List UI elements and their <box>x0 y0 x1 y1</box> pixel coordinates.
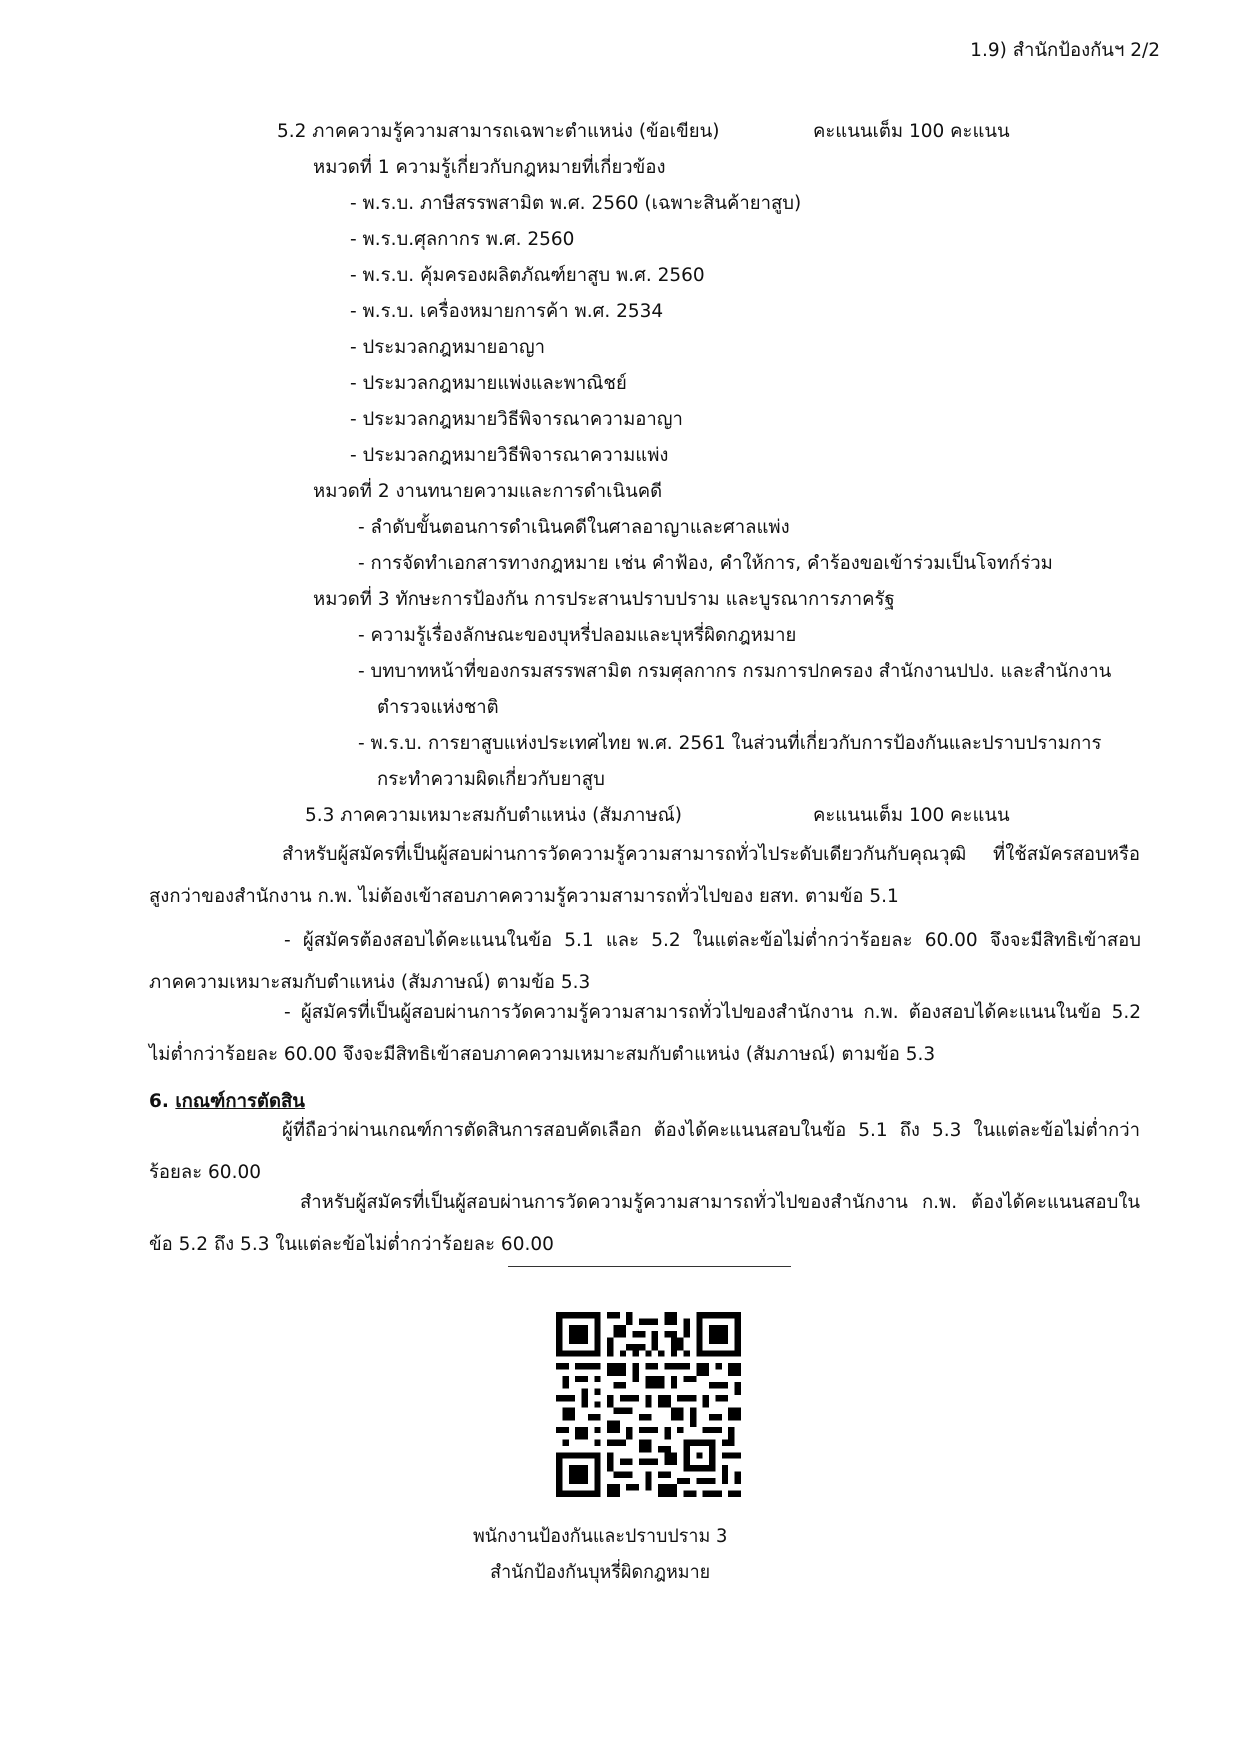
section-5-2-title: 5.2 ภาคความรู้ความสามารถเฉพาะตำแหน่ง (ข้อเขียน) <box>277 121 720 142</box>
category-2-item: - ลำดับขั้นตอนการดำเนินคดีในศาลอาญาและศาลแพ่ง <box>358 517 790 538</box>
section-5-3-title: 5.3 ภาคความเหมาะสมกับตำแหน่ง (สัมภาษณ์) <box>305 805 683 826</box>
category-1-item: - พ.ร.บ. ภาษีสรรพสามิต พ.ศ. 2560 (เฉพาะสินค้ายาสูบ) <box>350 193 802 214</box>
section-6-title: เกณฑ์การตัดสิน <box>175 1091 305 1112</box>
category-1-item: - พ.ร.บ. คุ้มครองผลิตภัณฑ์ยาสูบ พ.ศ. 2560 <box>350 265 705 286</box>
page-header: 1.9) สำนักป้องกันฯ 2/2 <box>970 40 1160 61</box>
section-6-number: 6. <box>149 1091 169 1112</box>
category-2-item: - การจัดทำเอกสารทางกฎหมาย เช่น คำฟ้อง, คำให้การ, คำร้องขอเข้าร่วมเป็นโจทก์ร่วม <box>358 553 1053 574</box>
paragraph-1-line: สำหรับผู้สมัครที่เป็นผู้สอบผ่านการวัดความรู้ความสามารถทั่วไประดับเดียวกันกับคุณวุฒิ ที่ใช้สมัครสอบหรือ <box>282 844 1140 865</box>
category-3-item: - พ.ร.บ. การยาสูบแห่งประเทศไทย พ.ศ. 2561 ในส่วนที่เกี่ยวกับการป้องกันและปราบปรามการ <box>358 733 1102 754</box>
category-1-item: - ประมวลกฎหมายวิธีพิจารณาความแพ่ง <box>350 445 669 466</box>
qr-code <box>556 1312 741 1497</box>
category-1-title: หมวดที่ 1 ความรู้เกี่ยวกับกฎหมายที่เกี่ยวข้อง <box>313 157 666 178</box>
category-1-item: - พ.ร.บ.ศุลกากร พ.ศ. 2560 <box>350 229 575 250</box>
section-6-paragraph-line: ร้อยละ 60.00 <box>149 1162 262 1183</box>
section-6-heading <box>149 1087 305 1116</box>
paragraph-3-line: - ผู้สมัครที่เป็นผู้สอบผ่านการวัดความรู้ความสามารถทั่วไปของสำนักงาน ก.พ. ต้องสอบได้คะแนนในข้อ 5.2 <box>284 1002 1141 1023</box>
category-3-item-continuation: ตำรวจแห่งชาติ <box>377 697 499 718</box>
section-6-paragraph-line: สำหรับผู้สมัครที่เป็นผู้สอบผ่านการวัดความรู้ความสามารถทั่วไปของสำนักงาน ก.พ. ต้องได้คะแนนสอบใน <box>300 1192 1140 1213</box>
category-1-item: - พ.ร.บ. เครื่องหมายการค้า พ.ศ. 2534 <box>350 301 664 322</box>
paragraph-2-line: ภาคความเหมาะสมกับตำแหน่ง (สัมภาษณ์) ตามข้อ 5.3 <box>149 972 591 993</box>
category-3-item-continuation: กระทำความผิดเกี่ยวกับยาสูบ <box>377 769 605 790</box>
category-2-title: หมวดที่ 2 งานทนายความและการดำเนินคดี <box>313 481 663 502</box>
divider-line <box>508 1266 791 1267</box>
paragraph-2-line: - ผู้สมัครต้องสอบได้คะแนนในข้อ 5.1 และ 5.2 ในแต่ละข้อไม่ต่ำกว่าร้อยละ 60.00 จึงจะมีสิทธิเข้าสอบ <box>284 930 1141 951</box>
section-5-2-score: คะแนนเต็ม 100 คะแนน <box>813 121 1010 142</box>
section-5-3-score: คะแนนเต็ม 100 คะแนน <box>813 805 1010 826</box>
category-3-item: - บทบาทหน้าที่ของกรมสรรพสามิต กรมศุลกากร กรมการปกครอง สำนักงานปปง. และสำนักงาน <box>358 661 1112 682</box>
category-3-title: หมวดที่ 3 ทักษะการป้องกัน การประสานปราบปราม และบูรณาการภาครัฐ <box>313 589 895 610</box>
footer-office-name: สำนักป้องกันบุหรี่ผิดกฎหมาย <box>490 1562 711 1583</box>
section-6-paragraph-line: ข้อ 5.2 ถึง 5.3 ในแต่ละข้อไม่ต่ำกว่าร้อยละ 60.00 <box>149 1234 554 1255</box>
footer-position-title: พนักงานป้องกันและปราบปราม 3 <box>472 1526 728 1547</box>
category-1-item: - ประมวลกฎหมายวิธีพิจารณาความอาญา <box>350 409 683 430</box>
category-1-item: - ประมวลกฎหมายแพ่งและพาณิชย์ <box>350 373 627 394</box>
paragraph-1-line: สูงกว่าของสำนักงาน ก.พ. ไม่ต้องเข้าสอบภาคความรู้ความสามารถทั่วไปของ ยสท. ตามข้อ 5.1 <box>149 886 899 907</box>
paragraph-3-line: ไม่ต่ำกว่าร้อยละ 60.00 จึงจะมีสิทธิเข้าสอบภาคความเหมาะสมกับตำแหน่ง (สัมภาษณ์) ตามข้อ 5.3 <box>149 1044 936 1065</box>
section-6-paragraph-line: ผู้ที่ถือว่าผ่านเกณฑ์การตัดสินการสอบคัดเลือก ต้องได้คะแนนสอบในข้อ 5.1 ถึง 5.3 ในแต่ละข้อไม่ต่ำกว่า <box>282 1120 1140 1141</box>
category-1-item: - ประมวลกฎหมายอาญา <box>350 337 545 358</box>
category-3-item: - ความรู้เรื่องลักษณะของบุหรี่ปลอมและบุหรี่ผิดกฎหมาย <box>358 625 797 646</box>
